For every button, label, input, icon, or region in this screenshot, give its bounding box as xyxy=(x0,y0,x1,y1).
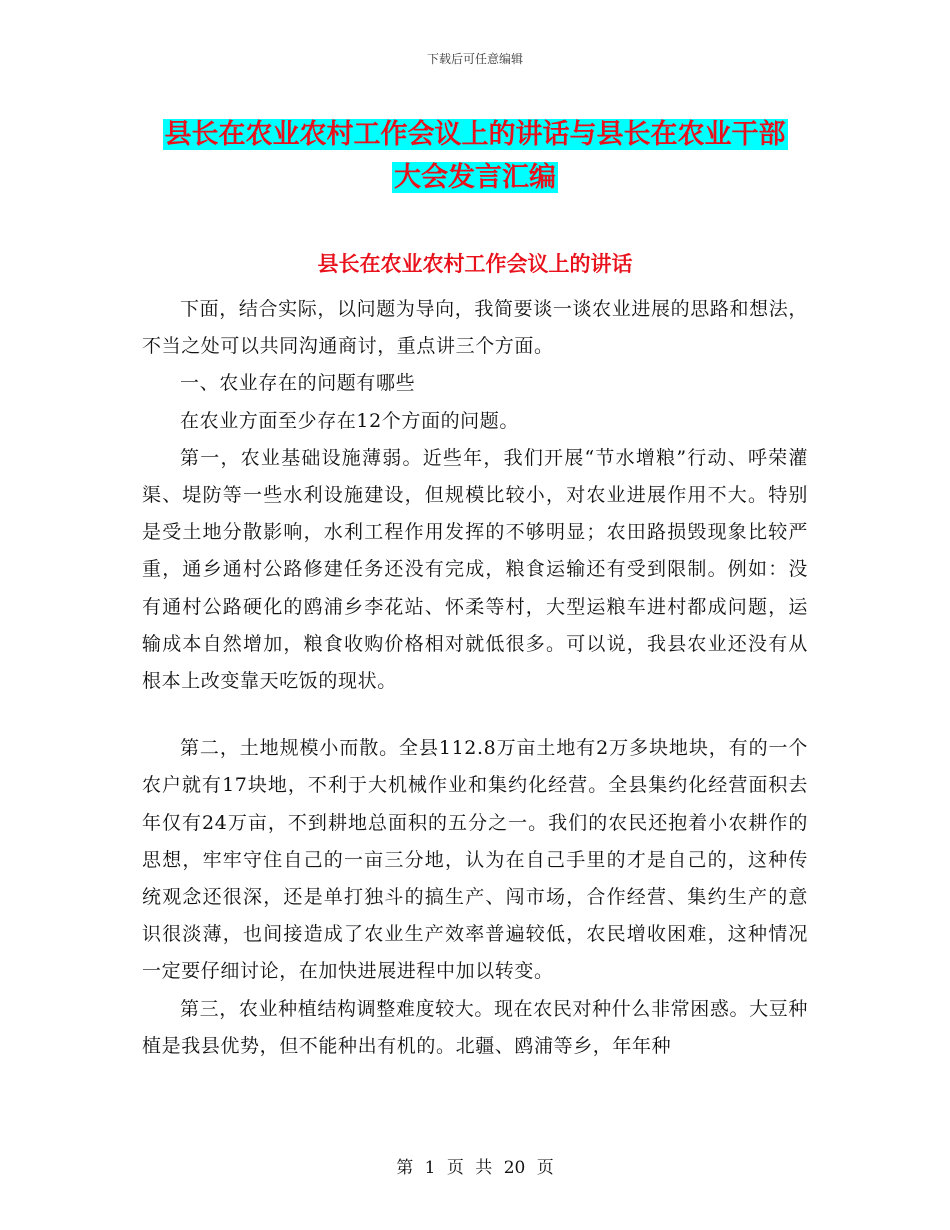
paragraph-intro: 下面，结合实际，以问题为导向，我简要谈一谈农业进展的思路和想法，不当之处可以共同沟通商讨，重点讲三个方面。 xyxy=(142,298,808,358)
document-title-line-2-text: 大会发言汇编 xyxy=(394,162,556,193)
page-header-note: 下载后可任意编辑 xyxy=(426,52,523,66)
document-title-line-1-text: 县长在农业农村工作会议上的讲话与县长在农业干部 xyxy=(164,119,786,150)
paragraph-point-3: 第三，农业种植结构调整难度较大。现在农民对种什么非常困惑。大豆种植是我县优势，但不能种出有机的。北疆、鸥浦等乡，年年种 xyxy=(142,997,808,1057)
document-body xyxy=(142,291,808,1065)
section-title: 县长在农业农村工作会议上的讲话 xyxy=(317,252,633,276)
paragraph-point-2: 第二，土地规模小而散。全县112.8万亩土地有2万多块地块，有的一个农户就有17块地，不利于大机械作业和集约化经营。全县集约化经营面积去年仅有24万亩，不到耕地总面积的五分之一。我们的农民还抱着小农耕作的思想，牢牢守住自己的一亩三分地，认为在自己手里的才是自己的，这种传统观念还很深，还是单打独斗的搞生产、闯市场，合作经营、集约生产的意识很淡薄，也间接造成了农业生产效率普遍较低，农民增收困难，这种情况一定要仔细讨论，在加快进展进程中加以转变。 xyxy=(142,737,808,983)
paragraph-point-1: 第一，农业基础设施薄弱。近些年，我们开展“节水增粮”行动、呼荣灌渠、堤防等一些水利设施建设，但规模比较小，对农业进展作用不大。特别是受土地分散影响，水利工程作用发挥的不够明显；农田路损毁现象比较严重，通乡通村公路修建任务还没有完成，粮食运输还有受到限制。例如：没有通村公路硬化的鸥浦乡李花站、怀柔等村，大型运粮车进村都成问题，运输成本自然增加，粮食收购价格相对就低很多。可以说，我县农业还没有从根本上改变靠天吃饭的现状。 xyxy=(142,446,808,693)
paragraph-heading-1: 一、农业存在的问题有哪些 xyxy=(180,372,416,395)
document-title-line-2 xyxy=(0,155,950,194)
page-footer: 第 1 页 共 20 页 xyxy=(396,1158,554,1178)
document-title-line-1 xyxy=(0,112,950,151)
paragraph-problem-count: 在农业方面至少存在12个方面的问题。 xyxy=(180,409,519,432)
